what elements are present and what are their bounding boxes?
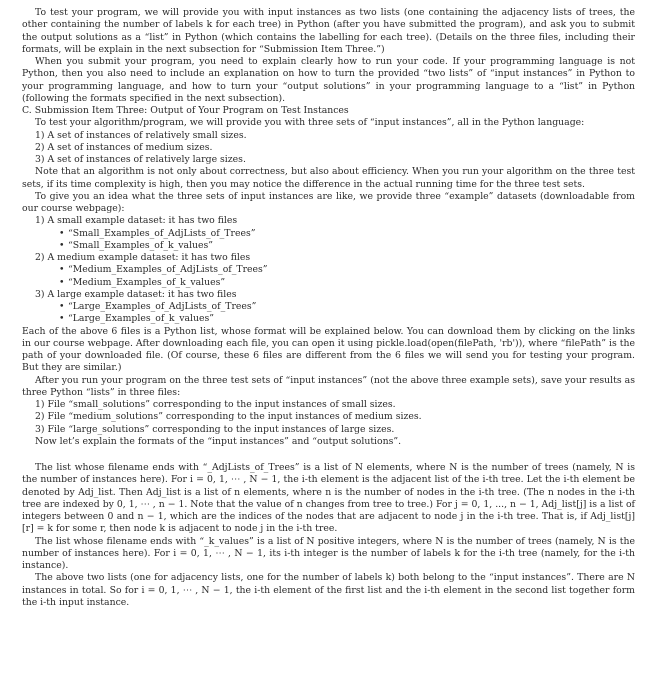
paragraph-kvalues-format: The list whose filename ends with “_k_values” is a list of N positive integers, where N is the number of trees (namely, N is the number of instances here). For i = 0, 1, ⋯ , N − 1, its i-th integer is the number of labels k for the i-th tree (namely, for the i-th instance).: [22, 535, 635, 571]
dataset-item: 2) A medium example dataset: it has two files: [35, 252, 251, 263]
paragraph-efficiency-note: Note that an algorithm is not only about correctness, but also about efficiency. When you run your algorithm on the three test sets, if its time complexity is high, then you may notice the difference in the actual running time for the three test sets.: [22, 166, 635, 190]
dataset-file: • “Small_Examples_of_k_values”: [59, 239, 214, 251]
dataset-file: • “Large_Examples_of_AdjLists_of_Trees”: [59, 301, 257, 312]
bullet-icon: •: [59, 276, 65, 288]
output-file-item: 3) File “large_solutions” corresponding to the input instances of large sizes.: [35, 423, 395, 435]
paragraph-save-results: After you run your program on the three test sets of “input instances” (not the above three example sets), save your results as three Python “lists” in three files:: [22, 374, 635, 398]
dataset-file: • “Large_Examples_of_k_values”: [59, 313, 214, 325]
bullet-icon: •: [59, 301, 65, 312]
paragraph-formats-intro: Now let’s explain the formats of the “input instances” and “output solutions”.: [35, 435, 402, 447]
paragraph-adjlists-format: The list whose filename ends with “_AdjLists_of_Trees” is a list of N elements, where N is the number of trees (namely, N is the number of instances here). For i = 0, 1, ⋯ , N − 1, the i-th element is the adjacent list of the i-th tree. Let the i-th element be denoted by Adj_list. Then Adj_list is a list of n elements, where n is the number of nodes in the i-th tree. (The n nodes in the i-th tree are indexed by 0, 1, ⋯ , n − 1. Note that the value of n changes from tree to tree.) For j = 0, 1, ..., n − 1, Adj_list[j] is a list of integers between 0 and n − 1, which are the indices of the nodes that are adjacent to node j in the i-th tree. That is, if Adj_list[j][r] = k for some r, then node k is adjacent to node j in the i-th tree.: [22, 462, 635, 535]
paragraph-file-format-download: Each of the above 6 files is a Python list, whose format will be explained below. You can download them by clicking on the links in our course webpage. After downloading each file, you can open it using pickle.load(open(filePath, 'rb')), where “filePath” is the path of your downloaded file. (Of course, these 6 files are different from the 6 files we will send you for testing your program. But they are similar.): [22, 325, 635, 374]
dataset-item: 3) A large example dataset: it has two files: [35, 288, 237, 300]
spacer: [22, 448, 635, 462]
paragraph-test-sets-intro: To test your algorithm/program, we will provide you with three sets of “input instances”, all in the Python language:: [35, 117, 585, 129]
bullet-icon: •: [59, 239, 65, 251]
output-file-item: 2) File “medium_solutions” corresponding to the input instances of medium sizes.: [35, 411, 422, 423]
dataset-item: 1) A small example dataset: it has two files: [35, 215, 238, 227]
bullet-icon: •: [59, 264, 65, 276]
test-set-item: 3) A set of instances of relatively large sizes.: [35, 154, 246, 165]
test-set-item: 1) A set of instances of relatively small sizes.: [35, 129, 247, 141]
test-set-item: 2) A set of instances of medium sizes.: [35, 141, 213, 153]
dataset-file: • “Small_Examples_of_AdjLists_of_Trees”: [59, 227, 256, 239]
bullet-icon: •: [59, 227, 65, 239]
paragraph-program-testing: To test your program, we will provide you with input instances as two lists (one containing the adjacency lists of trees, the other containing the number of labels k for each tree) in Python (after you have submitted the program), and ask you to submit the output solutions as a “list” in Python (which contains the labelling for each tree). (Details on the three files, including their formats, will be explain in the next subsection for “Submission Item Three.”): [22, 7, 635, 55]
paragraph-submission-instructions: When you submit your program, you need to explain clearly how to run your code. If your programming language is not Python, then you also need to include an explanation on how to turn the provided “two lists” of “input instances” in Python to your programming language, and how to turn your “output solutions” in your programming language to a “list” in Python (following the formats specified in the next subsection).: [22, 56, 635, 104]
paragraph-example-datasets: To give you an idea what the three sets of input instances are like, we provide three “example” datasets (downloadable from our course webpage):: [22, 190, 635, 214]
dataset-file: • “Medium_Examples_of_k_values”: [59, 276, 226, 288]
dataset-file: • “Medium_Examples_of_AdjLists_of_Trees”: [59, 264, 268, 276]
bullet-icon: •: [59, 313, 65, 325]
section-heading-c: C. Submission Item Three: Output of Your Program on Test Instances: [22, 105, 349, 116]
paragraph-input-instances: The above two lists (one for adjacency lists, one for the number of labels k) both belong to the “input instances”. There are N instances in total. So for i = 0, 1, ⋯ , N − 1, the i-th element of the first list and the i-th element in the second list together form the i-th input instance.: [22, 572, 635, 608]
output-file-item: 1) File “small_solutions” corresponding to the input instances of small sizes.: [35, 399, 396, 410]
